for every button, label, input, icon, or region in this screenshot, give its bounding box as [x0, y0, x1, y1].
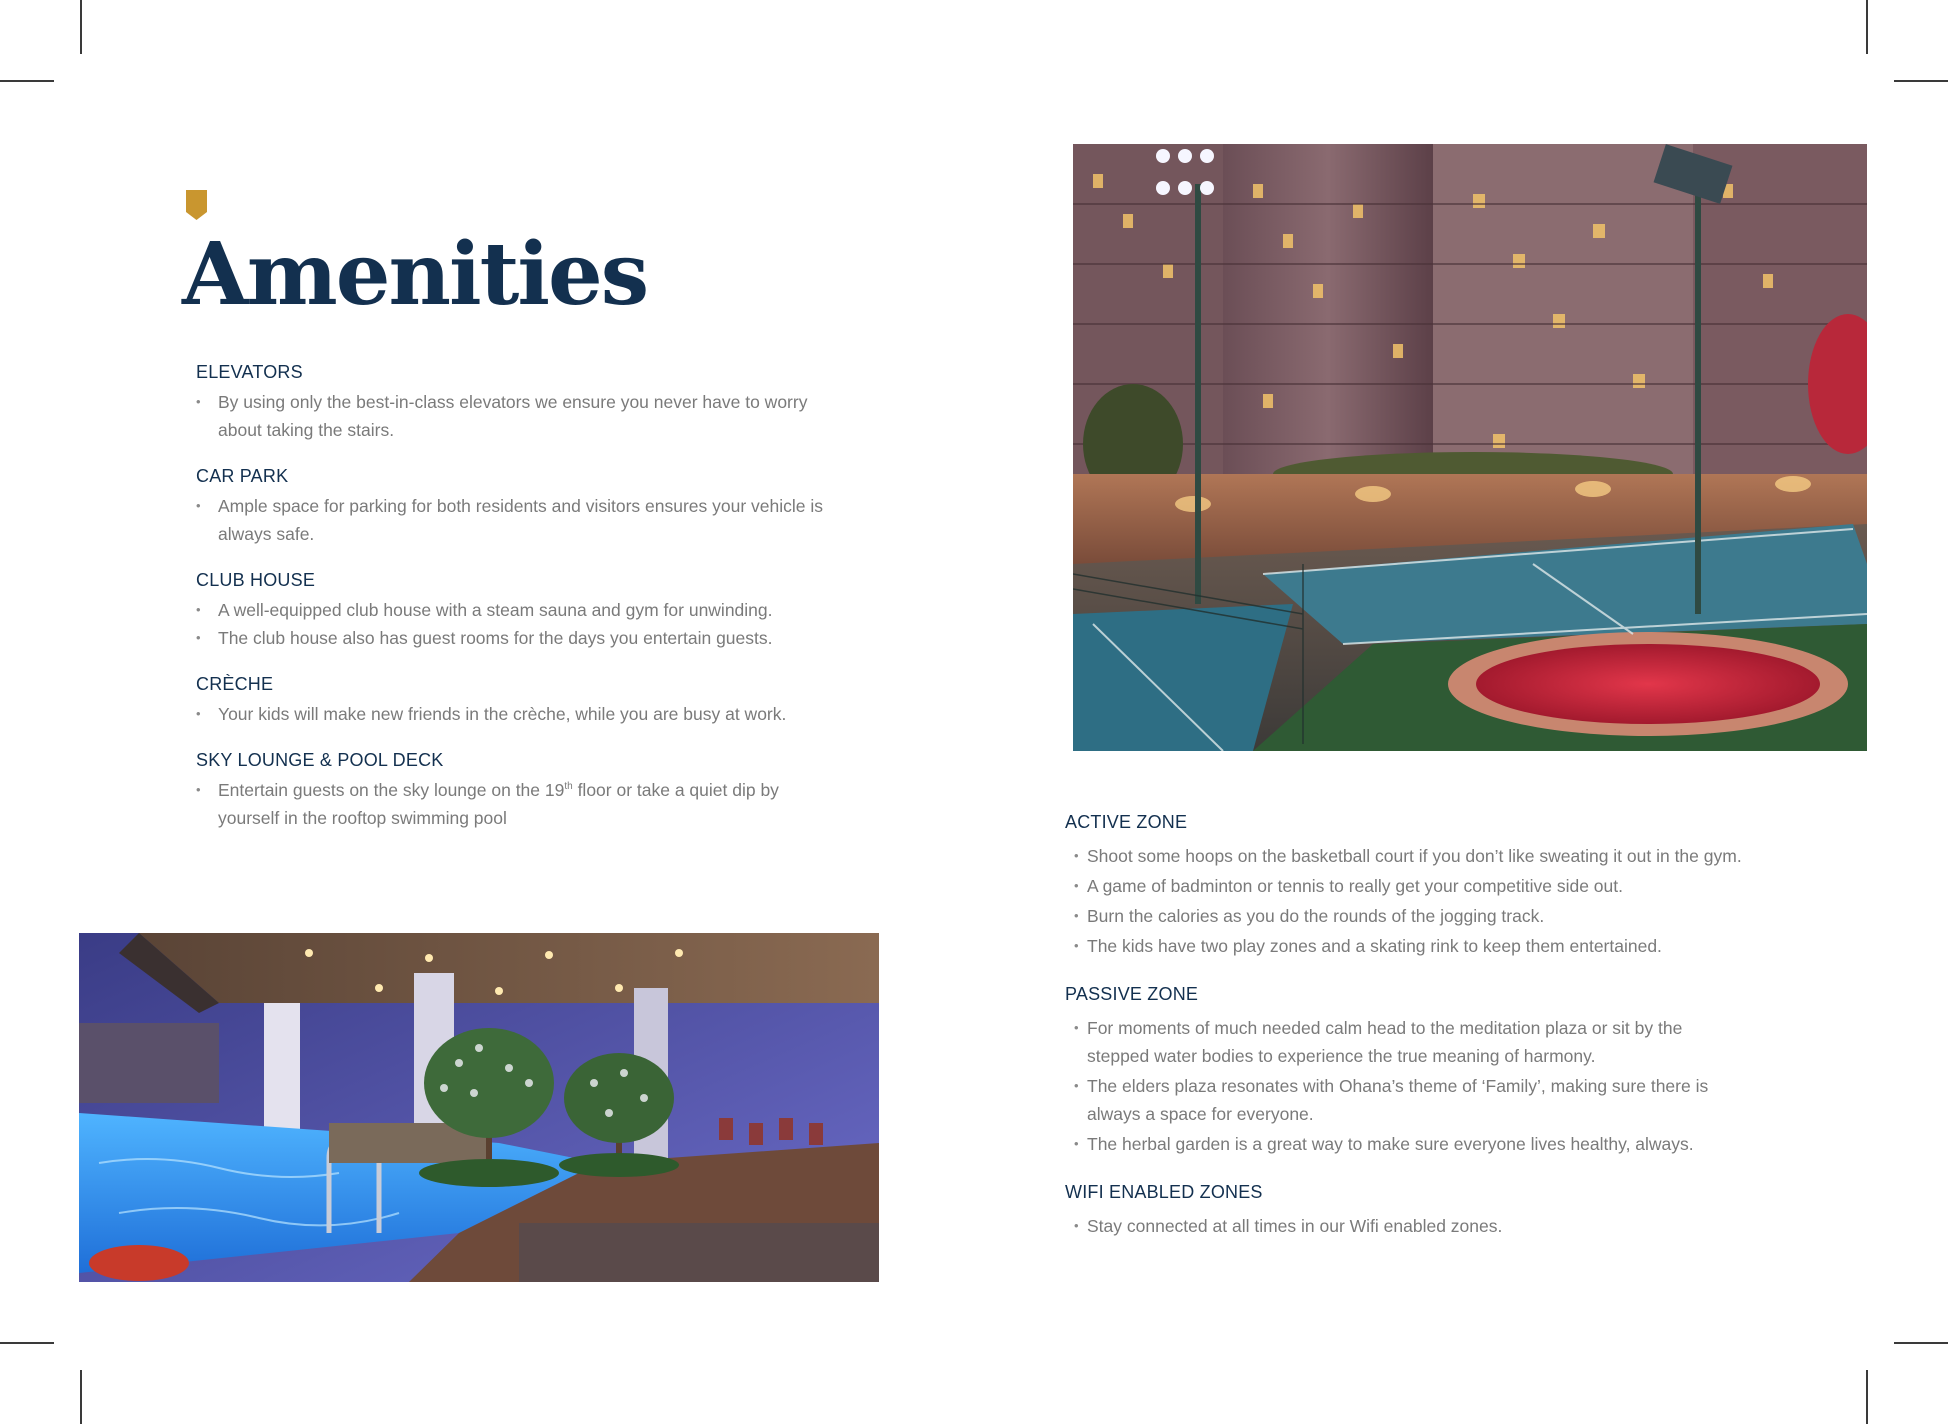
list-item-text: Entertain guests on the sky lounge on the 19 [218, 780, 565, 800]
list-item-text: floor or take a quiet dip by yourself in the rooftop swimming pool [218, 780, 779, 828]
section-heading: PASSIVE ZONE [1065, 984, 1199, 1004]
list-item: • A game of badminton or tennis to really get your competitive side out. [1065, 872, 1885, 900]
section-wifi-zones [1065, 1180, 1885, 1240]
list-item [196, 776, 836, 832]
pool-deck-photo [79, 933, 879, 1282]
list-item: • Stay connected at all times in our Wifi enabled zones. [1065, 1212, 1885, 1240]
crop-mark [0, 1342, 54, 1344]
crop-mark [1866, 1370, 1868, 1424]
crop-mark [1894, 80, 1948, 82]
section-heading: ACTIVE ZONE [1065, 812, 1188, 832]
list-item: • The club house also has guest rooms for the days you entertain guests. [196, 624, 836, 652]
list-item: • The herbal garden is a great way to make sure everyone lives healthy, always. [1065, 1130, 1735, 1158]
crop-mark [80, 0, 82, 54]
section-elevators [196, 360, 836, 444]
list-item: • Ample space for parking for both residents and visitors ensures your vehicle is always safe. [196, 492, 836, 548]
section-heading: WIFI ENABLED ZONES [1065, 1182, 1263, 1202]
section-heading: CLUB HOUSE [196, 570, 316, 590]
list-item: • A well-equipped club house with a steam sauna and gym for unwinding. [196, 596, 836, 624]
section-club-house [196, 568, 836, 652]
list-item: • Burn the calories as you do the rounds of the jogging track. [1065, 902, 1885, 930]
crop-mark [1866, 0, 1868, 54]
section-heading: ELEVATORS [196, 362, 303, 382]
ordinal-suffix: th [564, 781, 573, 793]
section-passive-zone [1065, 982, 1885, 1158]
section-car-park [196, 464, 836, 548]
section-active-zone [1065, 810, 1885, 960]
list-item: • Your kids will make new friends in the crèche, while you are busy at work. [196, 700, 836, 728]
gold-shield-emblem-icon [186, 190, 207, 220]
right-amenities-column [1065, 810, 1885, 1262]
list-item: • The kids have two play zones and a skating rink to keep them entertained. [1065, 932, 1885, 960]
left-amenities-column [196, 360, 836, 852]
crop-mark [80, 1370, 82, 1424]
section-heading: SKY LOUNGE & POOL DECK [196, 750, 444, 770]
crop-mark [0, 80, 54, 82]
crop-mark [1894, 1342, 1948, 1344]
section-heading: CAR PARK [196, 466, 289, 486]
section-creche [196, 672, 836, 728]
list-item: • For moments of much needed calm head to the meditation plaza or sit by the stepped water bodies to experience the true meaning of harmony. [1065, 1014, 1735, 1070]
list-item: • The elders plaza resonates with Ohana’s theme of ‘Family’, making sure there is always a space for everyone. [1065, 1072, 1735, 1128]
page-title: Amenities [182, 224, 648, 325]
section-sky-lounge [196, 748, 836, 832]
section-heading: CRÈCHE [196, 674, 274, 694]
list-item: • Shoot some hoops on the basketball court if you don’t like sweating it out in the gym. [1065, 842, 1885, 870]
sports-court-photo [1073, 144, 1867, 751]
list-item: • By using only the best-in-class elevators we ensure you never have to worry about taking the stairs. [196, 388, 836, 444]
